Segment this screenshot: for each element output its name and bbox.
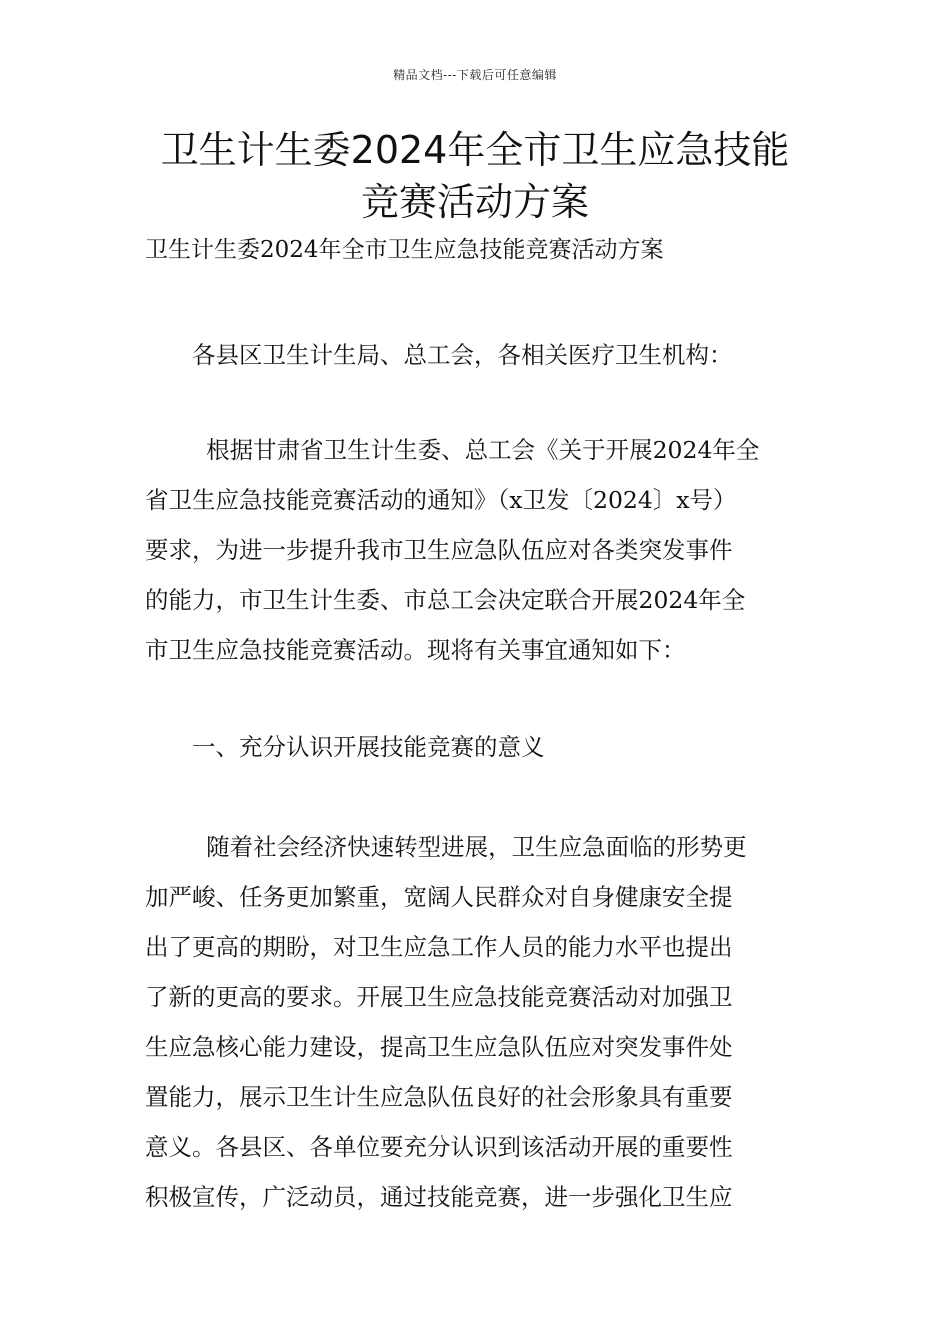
paragraph-2-line: 加严峻、任务更加繁重，宽阔人民群众对自身健康安全提 bbox=[145, 883, 733, 911]
document-subtitle: 卫生计生委2024年全市卫生应急技能竞赛活动方案 bbox=[145, 237, 664, 263]
header-note: 精品文档---下载后可任意编辑 bbox=[393, 68, 557, 82]
section-1-heading: 一、充分认识开展技能竞赛的意义 bbox=[192, 733, 545, 761]
paragraph-1-line: 省卫生应急技能竞赛活动的通知》（x卫发〔2024〕x号） bbox=[145, 486, 737, 514]
paragraph-1-line: 根据甘肃省卫生计生委、总工会《关于开展2024年全 bbox=[206, 436, 760, 464]
paragraph-1-line: 的能力，市卫生计生委、市总工会决定联合开展2024年全 bbox=[145, 586, 746, 614]
salutation: 各县区卫生计生局、总工会，各相关医疗卫生机构： bbox=[192, 341, 733, 369]
title-line-2: 竞赛活动方案 bbox=[360, 180, 589, 224]
document-title bbox=[100, 124, 850, 228]
paragraph-2-line: 随着社会经济快速转型进展，卫生应急面临的形势更 bbox=[206, 833, 747, 861]
paragraph-1 bbox=[145, 425, 810, 675]
paragraph-1-line: 要求，为进一步提升我市卫生应急队伍应对各类突发事件 bbox=[145, 536, 733, 564]
paragraph-2-line: 出了更高的期盼，对卫生应急工作人员的能力水平也提出 bbox=[145, 933, 733, 961]
paragraph-2 bbox=[145, 822, 810, 1222]
paragraph-2-line: 了新的更高的要求。开展卫生应急技能竞赛活动对加强卫 bbox=[145, 983, 733, 1011]
paragraph-2-line: 积极宣传，广泛动员，通过技能竞赛，进一步强化卫生应 bbox=[145, 1183, 733, 1211]
paragraph-2-line: 意义。各县区、各单位要充分认识到该活动开展的重要性 bbox=[145, 1133, 733, 1161]
paragraph-2-line: 生应急核心能力建设，提高卫生应急队伍应对突发事件处 bbox=[145, 1033, 733, 1061]
title-line-1: 卫生计生委2024年全市卫生应急技能 bbox=[160, 128, 790, 172]
paragraph-2-line: 置能力，展示卫生计生应急队伍良好的社会形象具有重要 bbox=[145, 1083, 733, 1111]
paragraph-1-line: 市卫生应急技能竞赛活动。现将有关事宜通知如下： bbox=[145, 636, 686, 664]
